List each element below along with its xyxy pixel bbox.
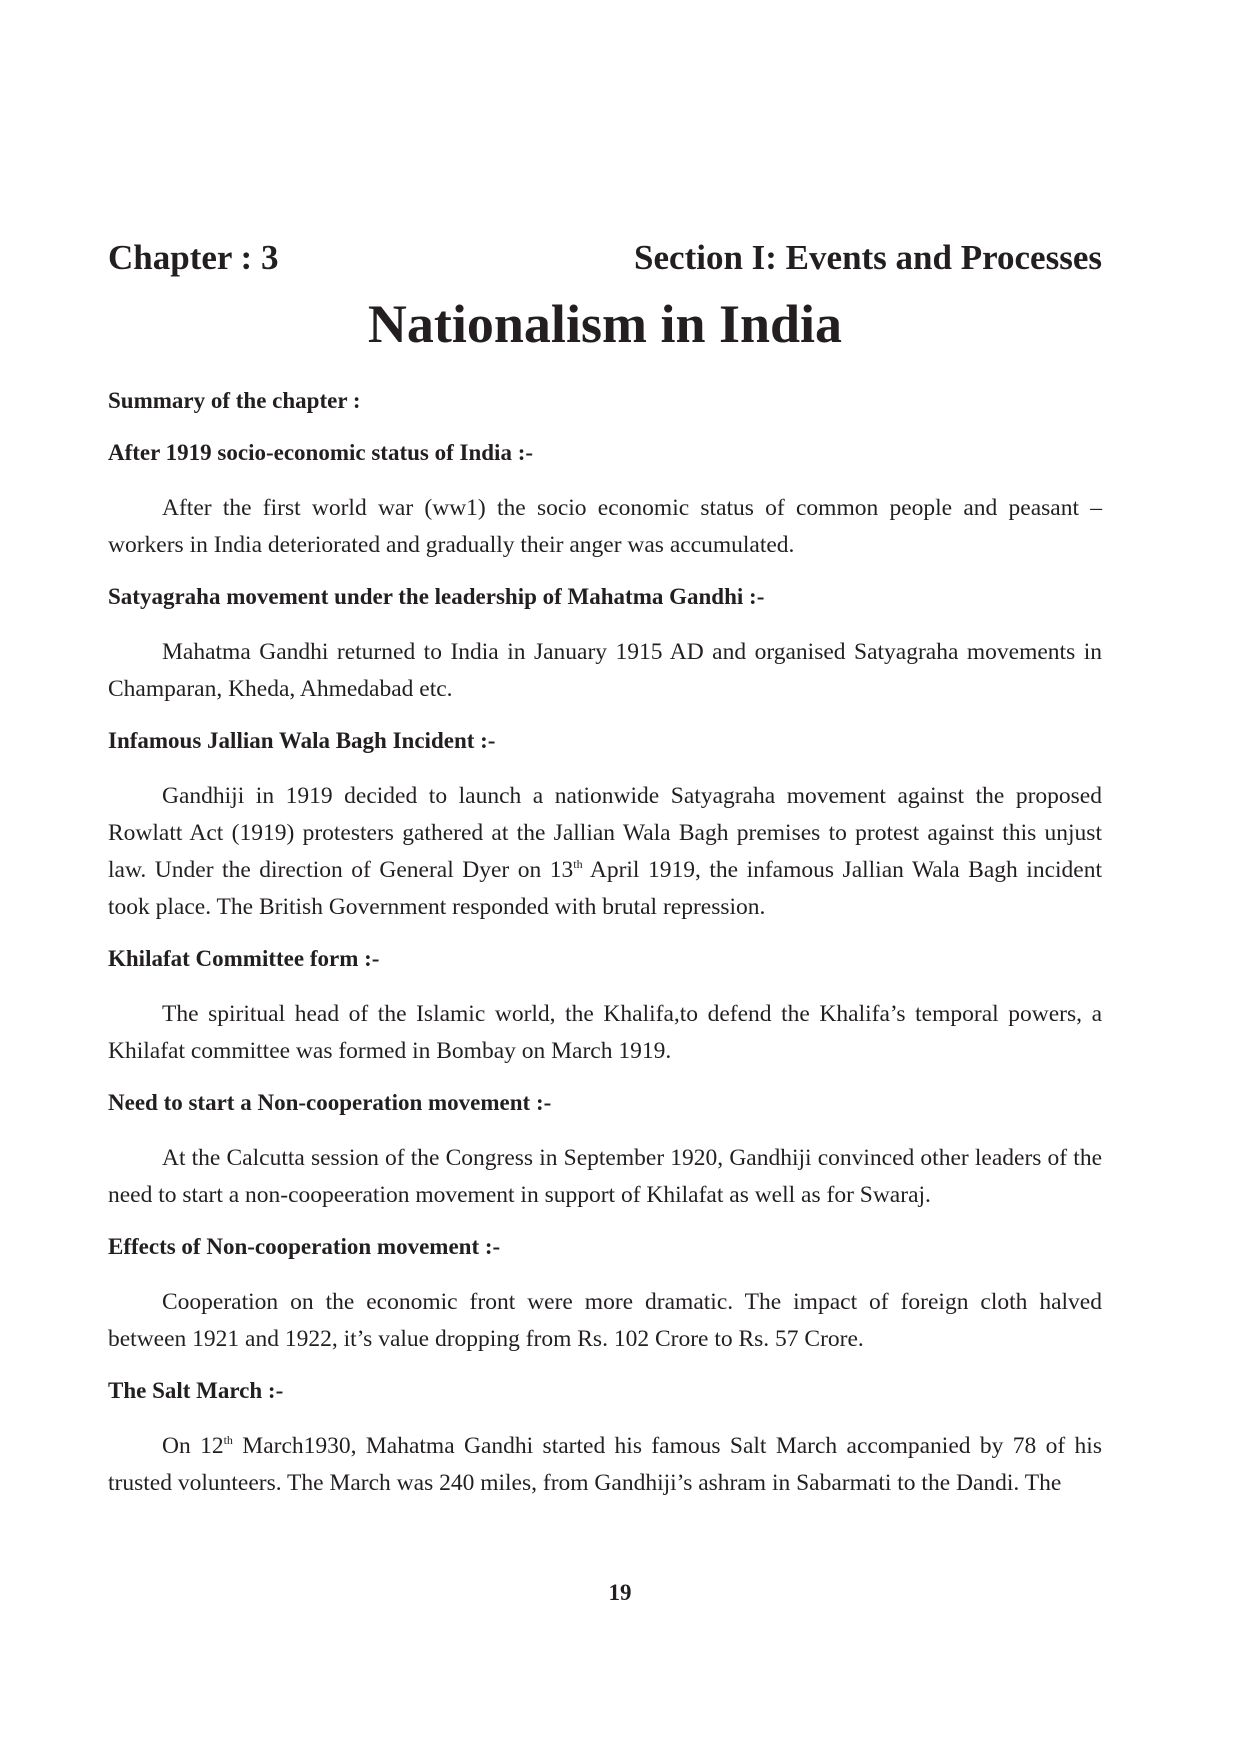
chapter-title: Nationalism in India <box>367 294 843 354</box>
section-text-khilafat: The spiritual head of the Islamic world, the Khalifa,to defend the Khalifa’s temporal powers, a Khilafat committee was formed in Bombay on March 1919. <box>108 1001 1102 1064</box>
section-text-non-cooperation-need: At the Calcutta session of the Congress in September 1920, Gandhiji convinced other leaders of the need to start a non-coopeeration movement in support of Khilafat as well as for Swaraj. <box>108 1145 1102 1208</box>
text-part: April 1919, the infamous Jallian Wala Bagh incident took place. The British Government responded with brutal repression. <box>108 857 1102 920</box>
superscript: th <box>223 1433 233 1448</box>
page-content <box>108 236 1102 1502</box>
text-part: On 12 <box>162 1433 224 1459</box>
superscript: th <box>573 857 583 872</box>
section-heading-jallianwala: Infamous Jallian Wala Bagh Incident :- <box>108 728 496 753</box>
section-heading-non-cooperation-need: Need to start a Non-cooperation movement :- <box>108 1090 552 1115</box>
page-number: 19 <box>608 1580 632 1605</box>
section-heading-satyagraha: Satyagraha movement under the leadership of Mahatma Gandhi :- <box>108 584 765 609</box>
section-text-non-cooperation-effects: Cooperation on the economic front were more dramatic. The impact of foreign cloth halved between 1921 and 1922, it’s value dropping from Rs. 102 Crore to Rs. 57 Crore. <box>108 1289 1102 1352</box>
chapter-header <box>108 236 1102 280</box>
chapter-label: Chapter : 3 <box>108 238 279 277</box>
section-heading-socio-economic: After 1919 socio-economic status of India :- <box>108 440 534 465</box>
section-text-socio-economic: After the first world war (ww1) the socio economic status of common people and peasant – workers in India deteriorated and gradually their anger was accumulated. <box>108 495 1102 558</box>
section-text-satyagraha: Mahatma Gandhi returned to India in January 1915 AD and organised Satyagraha movements in Champaran, Kheda, Ahmedabad etc. <box>108 639 1102 702</box>
summary-heading: Summary of the chapter : <box>108 388 361 413</box>
section-label: Section I: Events and Processes <box>634 238 1102 277</box>
section-heading-non-cooperation-effects: Effects of Non-cooperation movement :- <box>108 1234 501 1259</box>
section-heading-khilafat: Khilafat Committee form :- <box>108 946 380 971</box>
section-text-jallianwala <box>108 778 1102 926</box>
section-heading-salt-march: The Salt March :- <box>108 1378 284 1403</box>
text-part: March1930, Mahatma Gandhi started his famous Salt March accompanied by 78 of his trusted volunteers. The March was 240 miles, from Gandhiji’s ashram in Sabarmati to the Dandi. The <box>108 1433 1102 1496</box>
text-part: Gandhiji in 1919 decided to launch a nationwide Satyagraha movement against the proposed Rowlatt Act (1919) protesters gathered at the Jallian Wala Bagh premises to protest against this unjust law. Under the direction of General Dyer on 13 <box>108 783 1102 883</box>
section-text-salt-march <box>108 1428 1102 1502</box>
